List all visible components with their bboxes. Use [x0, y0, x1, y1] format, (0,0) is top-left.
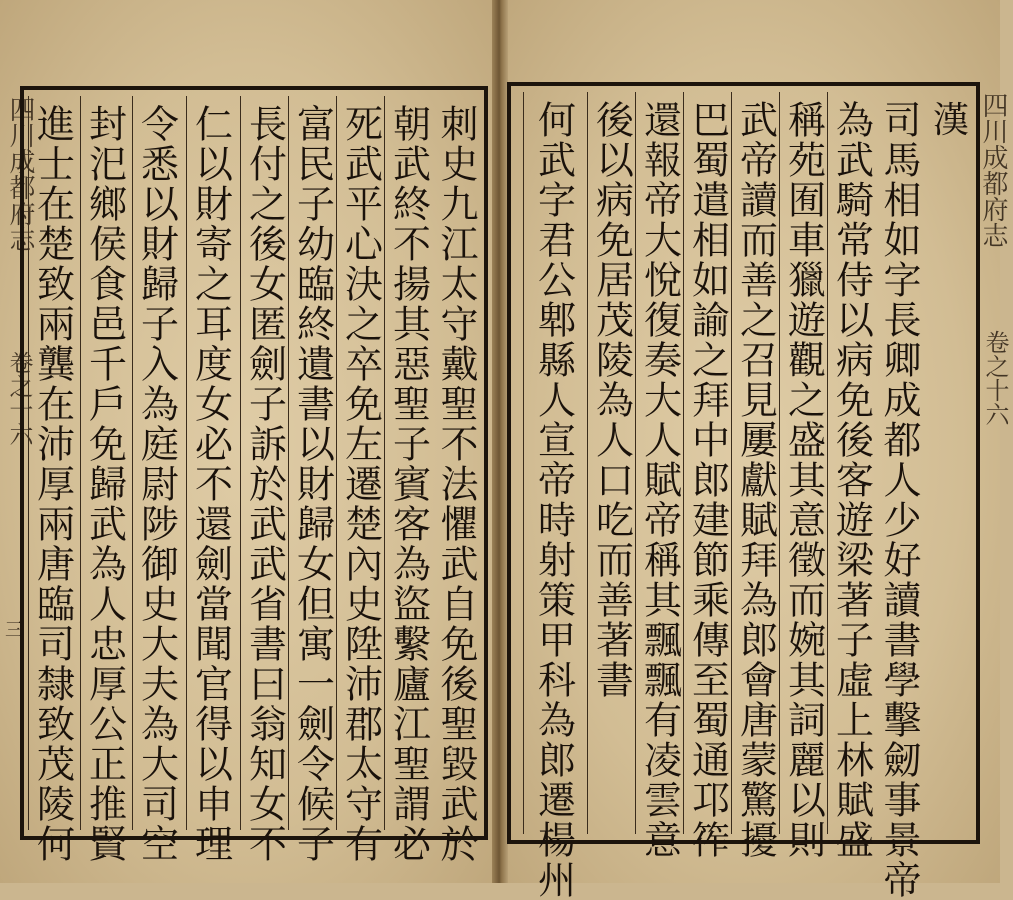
text-column: 封汜鄉侯食邑千戶免歸武為人忠厚公正推賢	[80, 96, 128, 830]
text-column: 司馬相如字長卿成都人少好讀書學擊劒事景帝	[877, 100, 921, 900]
text-column: 富民子幼臨終遺書以財歸女但寓一劍令候子	[288, 96, 336, 830]
page-number: 三	[5, 620, 23, 641]
text-column: 刺史九江太守戴聖不法懼武自免後聖毀武於	[434, 104, 478, 864]
text-column: 死武平心決之卒免左遷楚內史陞沛郡太守有	[336, 96, 384, 830]
left-margin-title: 四川成都府志	[5, 96, 35, 252]
text-column: 還報帝大悅復奏大人賦帝稱其飄飄有凌雲意	[635, 92, 683, 834]
text-column: 朝武終不揚其惡聖子賓客為盜繫廬江聖謂必	[384, 96, 432, 830]
book-gutter	[492, 0, 508, 883]
text-column: 為武騎常侍以病免後客遊梁著子虛上林賦盛	[827, 92, 875, 834]
text-column: 進士在楚致兩龔在沛厚兩唐臨司隸致茂陵何	[28, 96, 76, 830]
text-column: 武帝讀而善之召見屢獻賦拜為郎會唐蒙驚擾	[731, 92, 779, 834]
text-column: 稱苑囿車獵遊觀之盛其意徵而婉其詞麗以則	[779, 92, 827, 834]
text-column: 後以病免居茂陵為人口吃而善著書	[587, 92, 635, 834]
left-margin-volume: 卷之十六	[5, 350, 33, 446]
right-margin-title: 四川成都府志	[978, 92, 1008, 248]
right-text-frame	[507, 82, 980, 900]
text-column: 長付之後女匿劍子訴於武武省書曰翁知女不	[240, 96, 288, 830]
text-column: 仁以財寄之耳度女必不還劍當聞官得以申理	[186, 96, 234, 830]
right-margin-volume: 卷之十六	[981, 330, 1009, 426]
dynasty-heading: 漢	[933, 100, 970, 141]
text-column: 巴蜀遣相如諭之拜中郎建節乘傳至蜀通邛筰	[683, 92, 731, 834]
text-column: 令悉以財歸子入為庭尉陟御史大夫為大司空	[132, 96, 180, 830]
left-text-frame	[20, 86, 488, 864]
text-column: 何武字君公郫縣人宣帝時射策甲科為郎遷楊州	[523, 92, 583, 834]
